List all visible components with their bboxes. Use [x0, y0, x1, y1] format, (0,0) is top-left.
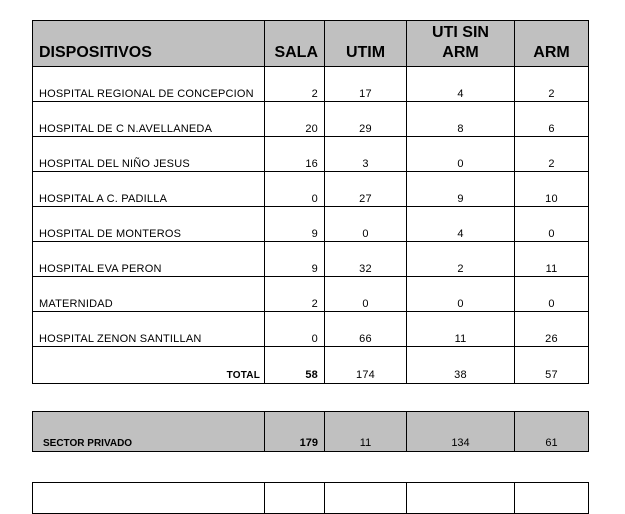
row-uti-sin-arm: 8	[407, 102, 515, 137]
table-row	[33, 207, 589, 242]
sector-privado-utim: 11	[325, 412, 407, 452]
sector-privado-label: SECTOR PRIVADO	[33, 412, 265, 452]
sector-privado-row	[33, 412, 589, 452]
empty-cell	[265, 483, 325, 514]
row-utim: 32	[325, 242, 407, 277]
header-arm: ARM	[515, 21, 589, 67]
row-arm: 10	[515, 172, 589, 207]
header-utim: UTIM	[325, 21, 407, 67]
row-arm: 26	[515, 312, 589, 347]
row-uti-sin-arm: 2	[407, 242, 515, 277]
table-row	[33, 312, 589, 347]
table-row	[33, 277, 589, 312]
row-sala: 0	[265, 172, 325, 207]
table-row	[33, 242, 589, 277]
row-utim: 0	[325, 207, 407, 242]
header-sala: SALA	[265, 21, 325, 67]
total-row	[33, 347, 589, 384]
header-uti-sin-arm-line2: ARM	[442, 44, 479, 61]
row-sala: 9	[265, 242, 325, 277]
row-sala: 20	[265, 102, 325, 137]
total-utim: 174	[325, 347, 407, 384]
empty-cell	[33, 483, 265, 514]
row-uti-sin-arm: 0	[407, 277, 515, 312]
row-name: MATERNIDAD	[33, 277, 265, 312]
row-utim: 29	[325, 102, 407, 137]
header-uti-sin-arm	[407, 21, 515, 67]
row-uti-sin-arm: 4	[407, 207, 515, 242]
row-name: HOSPITAL EVA PERON	[33, 242, 265, 277]
row-arm: 2	[515, 137, 589, 172]
row-name: HOSPITAL DEL NIÑO JESUS	[33, 137, 265, 172]
row-sala: 9	[265, 207, 325, 242]
total-uti-sin-arm: 38	[407, 347, 515, 384]
header-dispositivos: DISPOSITIVOS	[33, 21, 265, 67]
row-utim: 66	[325, 312, 407, 347]
row-utim: 0	[325, 277, 407, 312]
row-arm: 11	[515, 242, 589, 277]
empty-cell	[407, 483, 515, 514]
row-name: HOSPITAL REGIONAL DE CONCEPCION	[33, 67, 265, 102]
sector-privado-uti-sin-arm: 134	[407, 412, 515, 452]
row-uti-sin-arm: 11	[407, 312, 515, 347]
row-uti-sin-arm: 4	[407, 67, 515, 102]
empty-row	[33, 483, 589, 514]
dispositivos-table	[32, 20, 589, 384]
row-arm: 6	[515, 102, 589, 137]
row-name: HOSPITAL DE C N.AVELLANEDA	[33, 102, 265, 137]
row-sala: 2	[265, 67, 325, 102]
row-name: HOSPITAL DE MONTEROS	[33, 207, 265, 242]
sector-privado-sala: 179	[265, 412, 325, 452]
header-uti-sin-arm-line1: UTI SIN	[432, 24, 489, 41]
row-uti-sin-arm: 0	[407, 137, 515, 172]
row-name: HOSPITAL A C. PADILLA	[33, 172, 265, 207]
row-utim: 17	[325, 67, 407, 102]
total-arm: 57	[515, 347, 589, 384]
sector-privado-arm: 61	[515, 412, 589, 452]
table-row	[33, 137, 589, 172]
sector-privado-table	[32, 411, 589, 452]
row-sala: 2	[265, 277, 325, 312]
table-row	[33, 172, 589, 207]
row-arm: 0	[515, 207, 589, 242]
row-utim: 27	[325, 172, 407, 207]
row-name: HOSPITAL ZENON SANTILLAN	[33, 312, 265, 347]
row-utim: 3	[325, 137, 407, 172]
bottom-empty-table	[32, 482, 589, 514]
row-arm: 2	[515, 67, 589, 102]
row-sala: 16	[265, 137, 325, 172]
table-row	[33, 67, 589, 102]
row-uti-sin-arm: 9	[407, 172, 515, 207]
empty-cell	[325, 483, 407, 514]
table-row	[33, 102, 589, 137]
row-sala: 0	[265, 312, 325, 347]
row-arm: 0	[515, 277, 589, 312]
total-sala: 58	[265, 347, 325, 384]
empty-cell	[515, 483, 589, 514]
total-label: TOTAL	[33, 347, 265, 384]
header-row	[33, 21, 589, 67]
